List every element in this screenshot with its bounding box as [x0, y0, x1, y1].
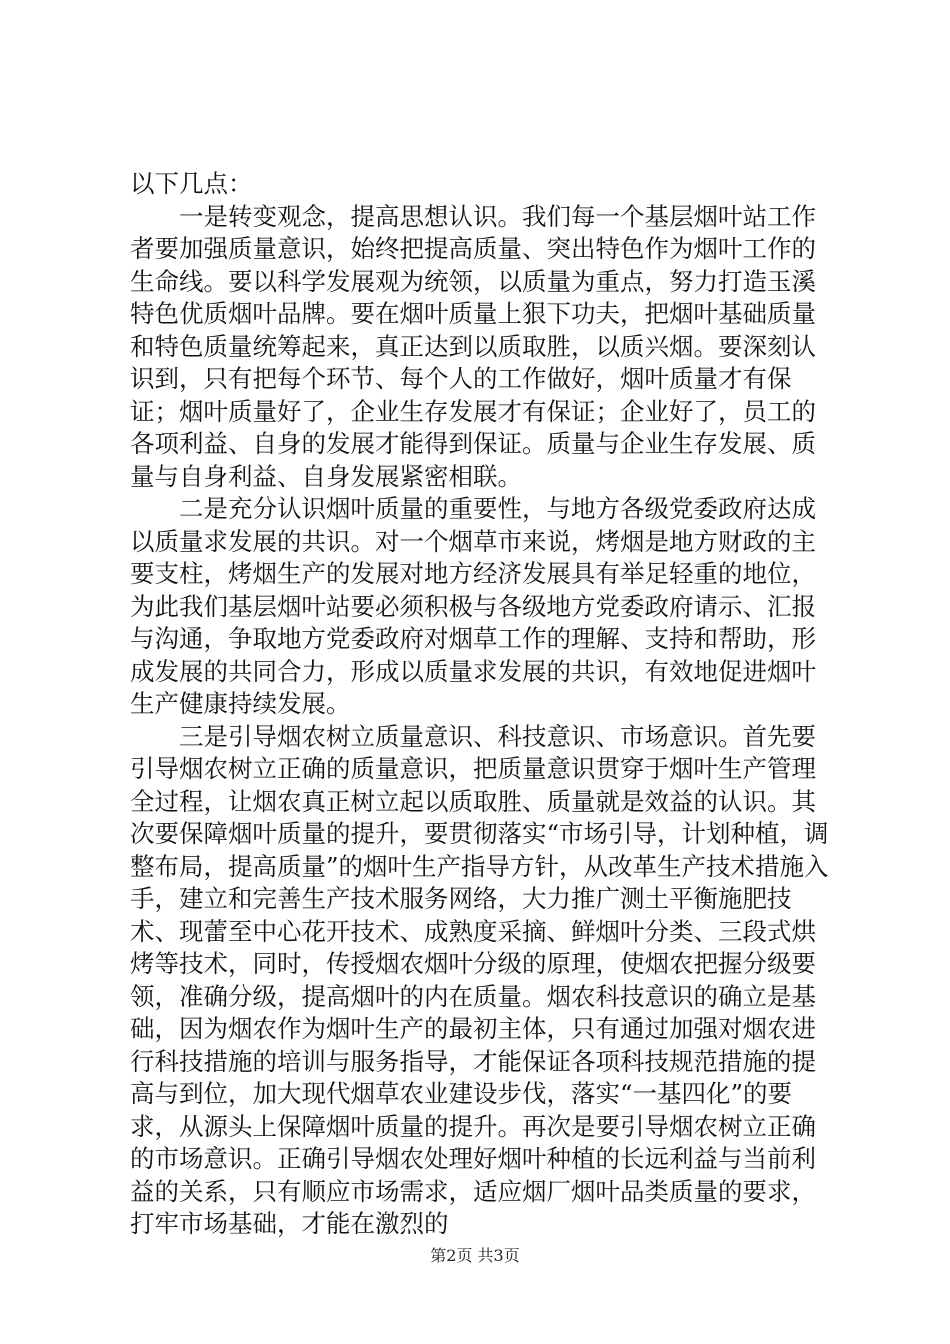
paragraph-intro: 以下几点：	[130, 169, 253, 198]
page-footer: 第2页 共3页	[430, 1246, 520, 1265]
paragraph-point-three: 三是引导烟农树立质量意识、科技意识、市场意识。首先要引导烟农树立正确的质量意识，把质量意识贯穿于烟叶生产管理全过程，让烟农真正树立起以质取胜、质量就是效益的认识。其次要保障烟叶质量的提升，要贯彻落实“市场引导，计划种植，调整布局，提高质量”的烟叶生产指导方针，从改革生产技术措施入手，建立和完善生产技术服务网络，大力推广测土平衡施肥技术、现蕾至中心花开技术、成熟度采摘、鲜烟叶分类、三段式烘烤等技术，同时，传授烟农烟叶分级的原理，使烟农把握分级要领，准确分级，提高烟叶的内在质量。烟农科技意识的确立是基础，因为烟农作为烟叶生产的最初主体，只有通过加强对烟农进行科技措施的培训与服务指导，才能保证各项科技规范措施的提高与到位，加大现代烟草农业建设步伐，落实“一基四化”的要求，从源头上保障烟叶质量的提升。再次是要引导烟农树立正确的市场意识。正确引导烟农处理好烟叶种植的长远利益与当前利益的关系，只有顺应市场需求，适应烟厂烟叶品类质量的要求，打牢市场基础，才能在激烈的	[130, 721, 829, 1238]
paragraph-point-one: 一是转变观念，提高思想认识。我们每一个基层烟叶站工作者要加强质量意识，始终把提高质量、突出特色作为烟叶工作的生命线。要以科学发展观为统领，以质量为重点，努力打造玉溪特色优质烟叶品牌。要在烟叶质量上狠下功夫，把烟叶基础质量和特色质量统筹起来，真正达到以质取胜，以质兴烟。要深刻认识到，只有把每个环节、每个人的工作做好，烟叶质量才有保证；烟叶质量好了，企业生存发展才有保证；企业好了，员工的各项利益、自身的发展才能得到保证。质量与企业生存发展、质量与自身利益、自身发展紧密相联。	[130, 201, 816, 491]
document-body	[130, 168, 830, 1241]
paragraph-point-two: 二是充分认识烟叶质量的重要性，与地方各级党委政府达成以质量求发展的共识。对一个烟草市来说，烤烟是地方财政的主要支柱，烤烟生产的发展对地方经济发展具有举足轻重的地位，为此我们基层烟叶站要必须积极与各级地方党委政府请示、汇报与沟通，争取地方党委政府对烟草工作的理解、支持和帮助，形成发展的共同合力，形成以质量求发展的共识，有效地促进烟叶生产健康持续发展。	[130, 494, 816, 718]
